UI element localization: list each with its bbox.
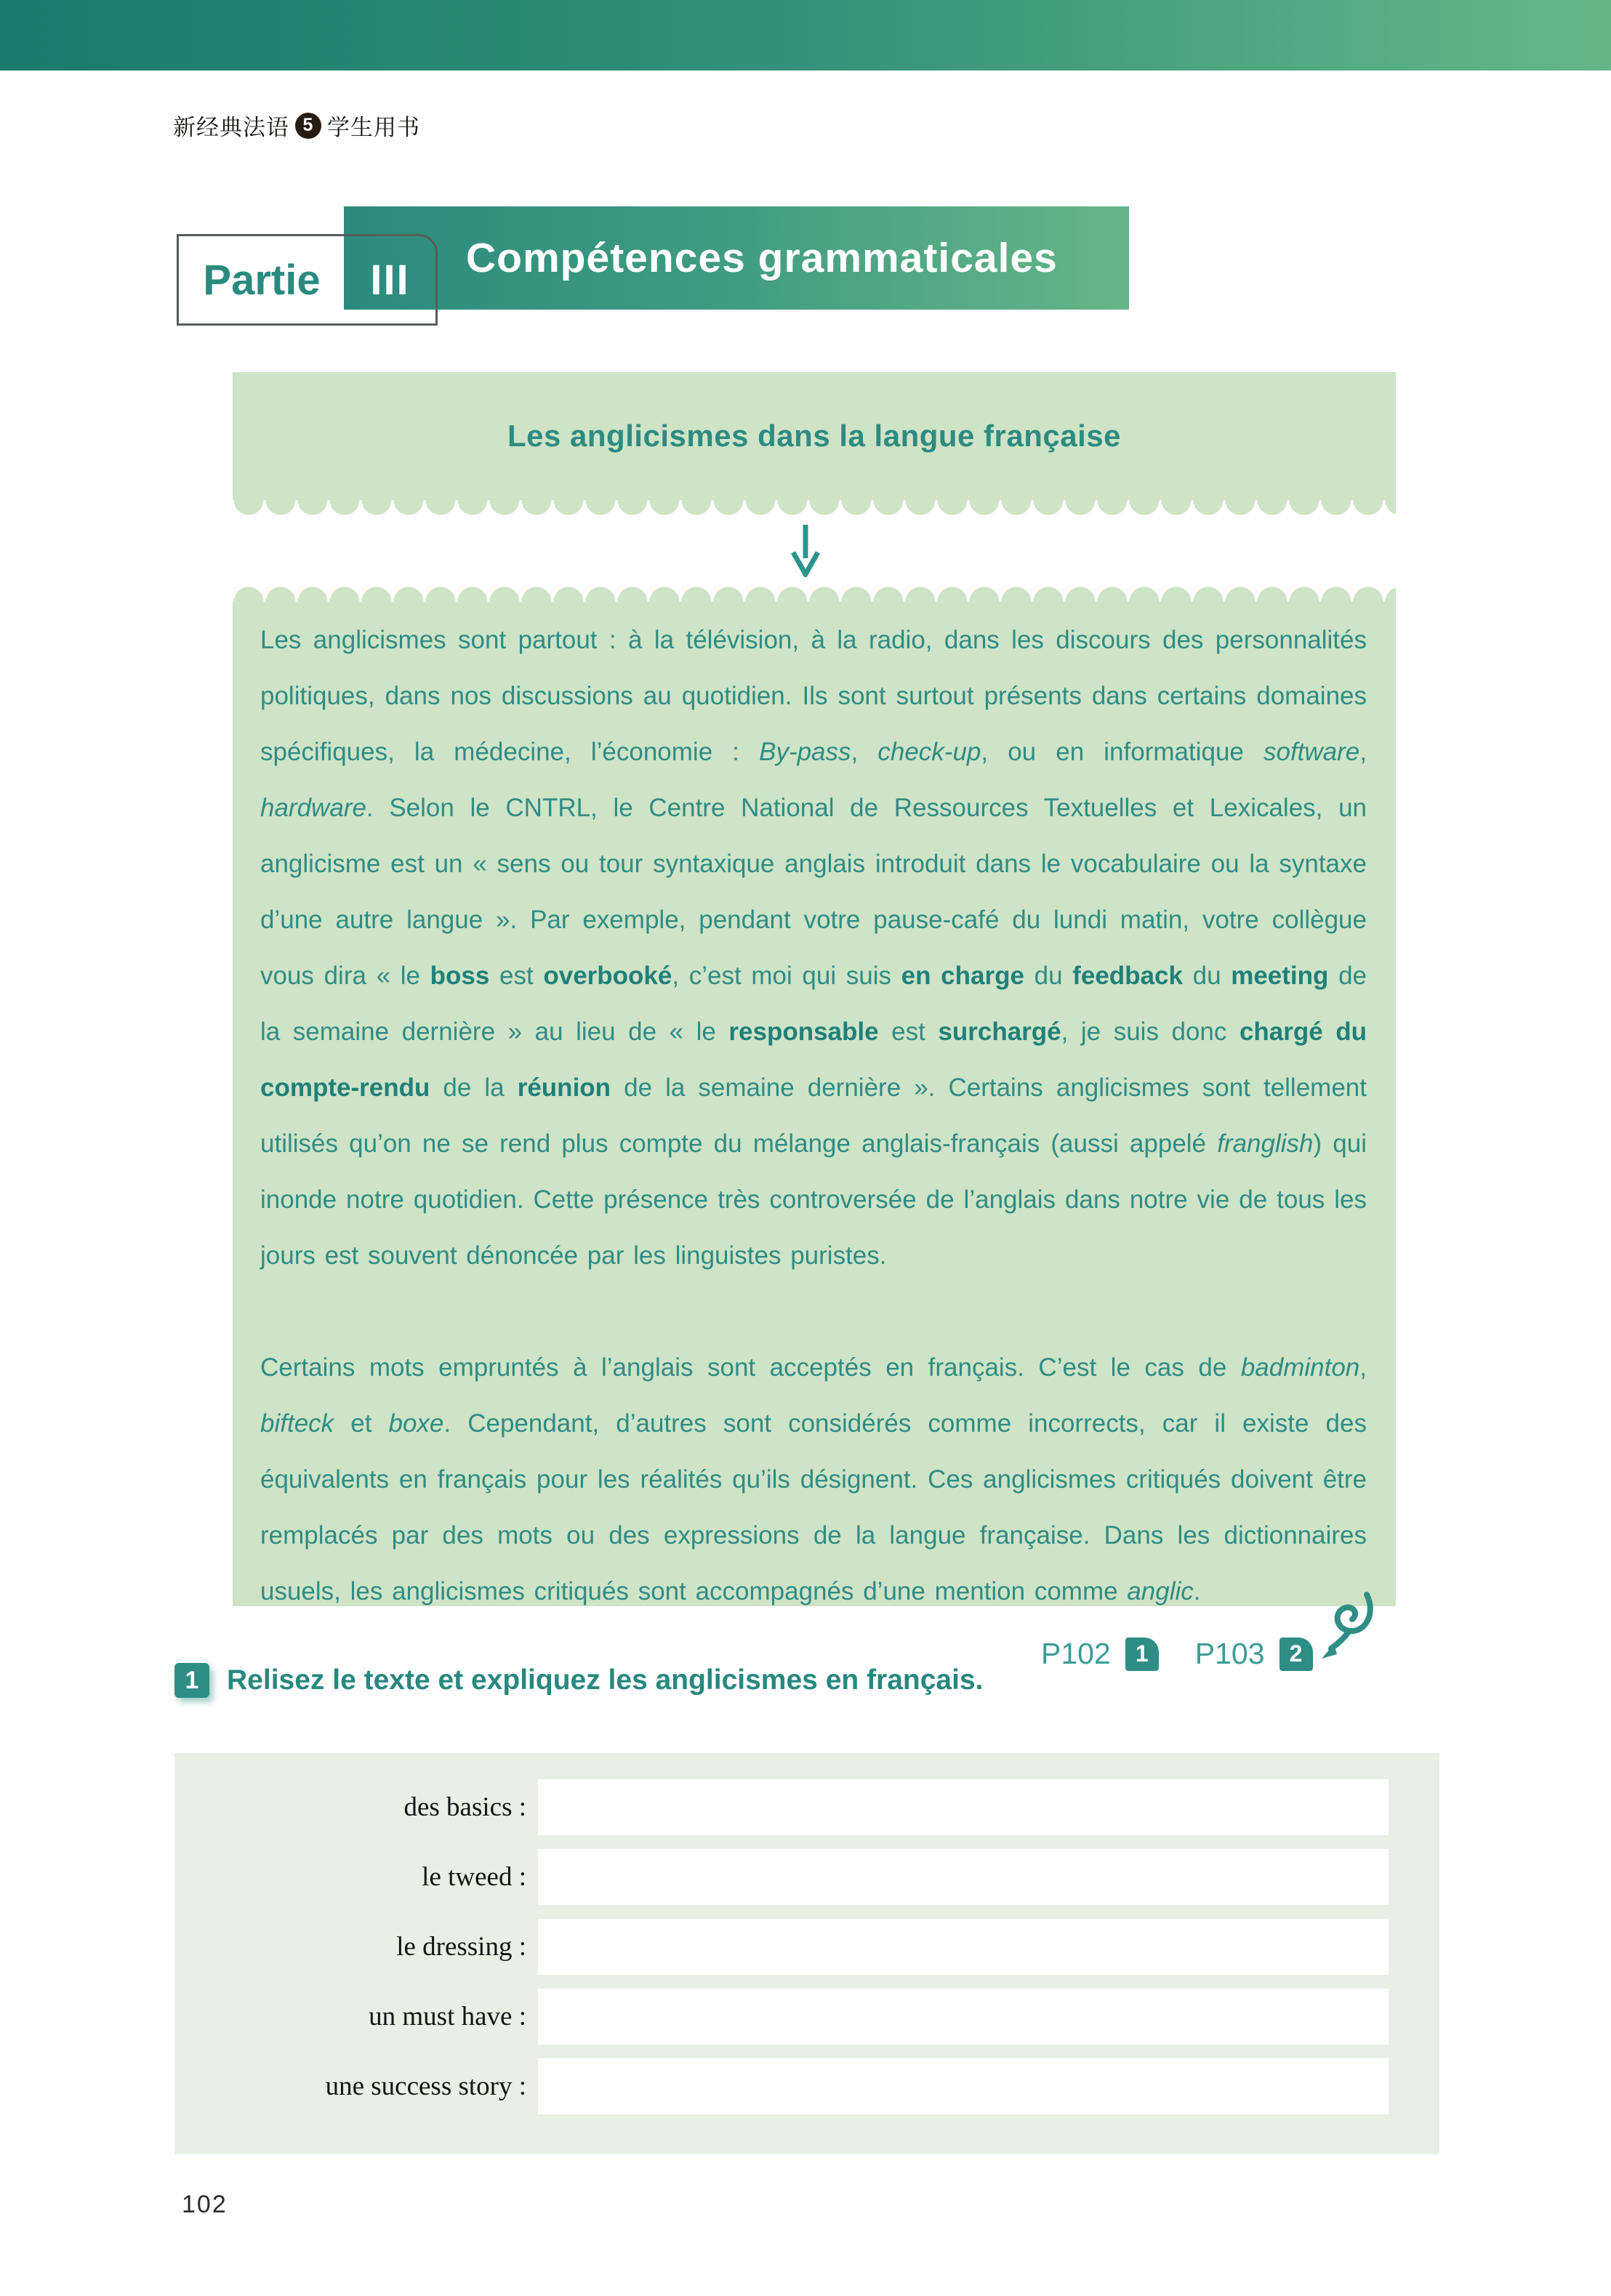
article-paragraph: Certains mots empruntés à l’anglais sont acceptés en français. C’est le cas de badminton, bifteck et boxe. Cependant, d’autres sont considérés comme incorrects, car il existe des équivalents en français pour les réalités qu’ils désignent. Ces anglicismes critiqués doivent être remplacés par des mots ou des expressions de la langue française. Dans les dictionnaires usuels, les anglicismes critiqués sont accompagnés d’une mention comme anglic. [260,1353,1367,1606]
exercise-header [174,1663,983,1698]
worksheet-row [174,1849,1439,1905]
lesson-title: Les anglicismes dans la langue française [507,419,1122,453]
worksheet-row [174,2058,1439,2114]
exercise-prompt: Relisez le texte et expliquez les anglicismes en français. [227,1664,984,1696]
exercise-number-badge: 1 [174,1663,209,1698]
answer-field[interactable] [538,1989,1389,2045]
scallop-edge-bottom [233,500,1396,517]
page-ref-label: P102 [1041,1637,1111,1670]
part-numeral: III [370,256,410,304]
top-bar [0,0,1611,71]
worksheet-label: des basics : [403,1792,526,1822]
series-volume-badge: 5 [295,113,321,139]
worksheet-row [174,1989,1439,2045]
page-refs [1041,1637,1313,1671]
curl-arrow-icon [1307,1589,1377,1666]
worksheet-row [174,1919,1439,1975]
worksheet-label: une success story : [325,2071,526,2101]
article-paragraph: Les anglicismes sont partout : à la télévision, à la radio, dans les discours des personnalités politiques, dans nos discussions au quotidien. Ils sont surtout présents dans certains domaines spécifiques, la médecine, l’économie : By-pass, check-up, ou en informatique software, hardware. Selon le CNTRL, le Centre National de Ressources Textuelles et Lexicales, un anglicisme est un « sens ou tour syntaxique anglais introduit dans le vocabulaire ou la syntaxe d’une autre langue ». Par exemple, pendant votre pause-café du lundi matin, votre collègue vous dira « le boss est overbooké, c’est moi qui suis en charge du feedback du meeting de la semaine dernière » au lieu de « le responsable est surchargé, je suis donc chargé du compte-rendu de la réunion de la semaine dernière ». Certains anglicismes sont tellement utilisés qu’on ne se rend plus compte du mélange anglais-français (aussi appelé franglish) qui inonde notre quotidien. Cette présence très controversée de l’anglais dans notre vie de tous les jours est souvent dénoncée par les linguistes puristes. [260,626,1367,1270]
book-header [173,109,420,142]
answer-worksheet [174,1753,1439,2154]
page-ref-item [1195,1637,1313,1671]
partie-box [177,234,438,326]
answer-field[interactable] [538,1919,1389,1975]
series-title-prefix: 新经典法语 [173,115,289,140]
part-banner [344,206,1129,310]
page-ref-item [1041,1637,1159,1671]
worksheet-label: le dressing : [396,1932,526,1962]
part-banner-title: Compétences grammaticales [466,235,1058,281]
answer-field[interactable] [538,1779,1389,1835]
series-title-suffix: 学生用书 [327,115,420,140]
scallop-edge-top [233,585,1396,602]
worksheet-row [174,1779,1439,1835]
worksheet-label: le tweed : [422,1862,526,1892]
page-ref-badge: 2 [1279,1638,1313,1671]
answer-field[interactable] [538,2058,1389,2114]
down-arrow-icon [790,523,821,577]
worksheet-label: un must have : [369,2002,526,2031]
article-box [233,602,1396,1606]
page-number: 102 [182,2191,228,2218]
answer-field[interactable] [538,1849,1389,1905]
page-ref-badge: 1 [1125,1638,1159,1671]
page-ref-label: P103 [1194,1637,1265,1670]
partie-label: Partie [203,256,321,304]
article-paragraphs [260,612,1367,1619]
lesson-title-box [233,372,1396,500]
